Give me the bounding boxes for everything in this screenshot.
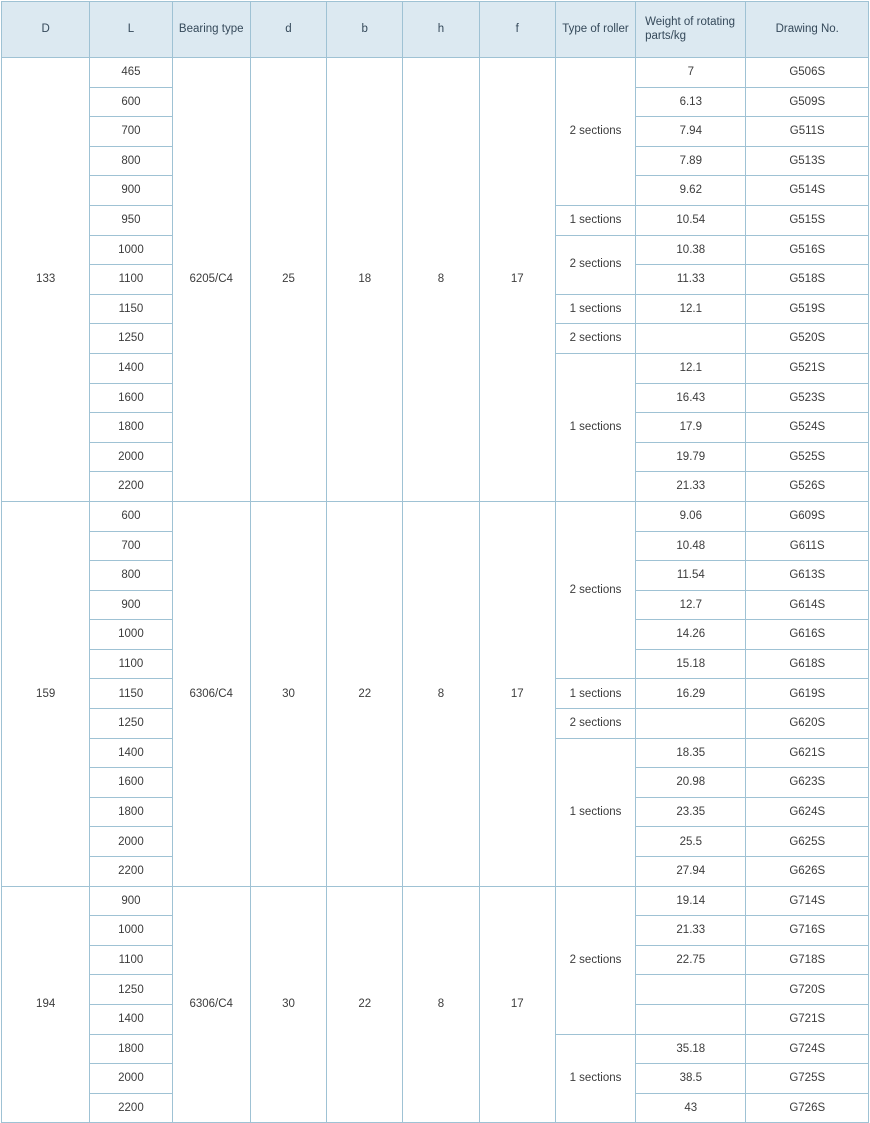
header-row (2, 2, 869, 58)
cell-L: 1800 (90, 1034, 172, 1064)
cell-drawing-no: G513S (746, 146, 869, 176)
cell-weight: 21.33 (636, 916, 746, 946)
cell-drawing-no: G621S (746, 738, 869, 768)
column-header-type-of-roller: Type of roller (555, 2, 635, 58)
column-header-drawing-no: Drawing No. (746, 2, 869, 58)
table-row (2, 501, 869, 531)
bearing-spec-table (1, 1, 869, 1123)
cell-b: 18 (327, 58, 403, 502)
cell-weight: 12.7 (636, 590, 746, 620)
cell-drawing-no: G609S (746, 501, 869, 531)
cell-drawing-no: G519S (746, 294, 869, 324)
cell-weight: 22.75 (636, 945, 746, 975)
cell-L: 900 (90, 590, 172, 620)
cell-drawing-no: G724S (746, 1034, 869, 1064)
cell-L: 950 (90, 205, 172, 235)
cell-weight: 7 (636, 58, 746, 88)
cell-L: 1600 (90, 768, 172, 798)
cell-L: 1250 (90, 324, 172, 354)
cell-weight (636, 975, 746, 1005)
cell-L: 800 (90, 561, 172, 591)
cell-L: 2200 (90, 1093, 172, 1123)
cell-drawing-no: G721S (746, 1005, 869, 1035)
cell-drawing-no: G514S (746, 176, 869, 206)
cell-drawing-no: G611S (746, 531, 869, 561)
column-header-weight (636, 2, 746, 58)
cell-L: 1400 (90, 353, 172, 383)
cell-weight: 27.94 (636, 857, 746, 887)
cell-h: 8 (403, 58, 479, 502)
cell-b: 22 (327, 501, 403, 886)
cell-weight (636, 1005, 746, 1035)
cell-b: 22 (327, 886, 403, 1123)
cell-weight: 18.35 (636, 738, 746, 768)
cell-L: 1400 (90, 738, 172, 768)
cell-weight: 11.54 (636, 561, 746, 591)
column-header-h: h (403, 2, 479, 58)
cell-type-of-roller: 2 sections (555, 709, 635, 739)
cell-D: 194 (2, 886, 90, 1123)
cell-L: 1800 (90, 413, 172, 443)
cell-drawing-no: G624S (746, 797, 869, 827)
cell-L: 700 (90, 531, 172, 561)
cell-f: 17 (479, 886, 555, 1123)
cell-weight: 14.26 (636, 620, 746, 650)
cell-type-of-roller: 1 sections (555, 738, 635, 886)
cell-L: 1600 (90, 383, 172, 413)
cell-drawing-no: G511S (746, 117, 869, 147)
table-row (2, 886, 869, 916)
cell-weight: 38.5 (636, 1064, 746, 1094)
cell-drawing-no: G619S (746, 679, 869, 709)
cell-bearing-type: 6205/C4 (172, 58, 250, 502)
cell-drawing-no: G714S (746, 886, 869, 916)
cell-drawing-no: G720S (746, 975, 869, 1005)
cell-L: 800 (90, 146, 172, 176)
cell-drawing-no: G726S (746, 1093, 869, 1123)
cell-drawing-no: G613S (746, 561, 869, 591)
cell-drawing-no: G716S (746, 916, 869, 946)
cell-L: 1100 (90, 649, 172, 679)
cell-type-of-roller: 1 sections (555, 205, 635, 235)
cell-weight: 15.18 (636, 649, 746, 679)
cell-drawing-no: G518S (746, 265, 869, 295)
table-header (2, 2, 869, 58)
cell-weight: 20.98 (636, 768, 746, 798)
cell-bearing-type: 6306/C4 (172, 886, 250, 1123)
cell-L: 700 (90, 117, 172, 147)
cell-type-of-roller: 1 sections (555, 1034, 635, 1123)
cell-L: 2000 (90, 1064, 172, 1094)
cell-drawing-no: G616S (746, 620, 869, 650)
cell-L: 1150 (90, 679, 172, 709)
cell-weight: 12.1 (636, 353, 746, 383)
cell-drawing-no: G526S (746, 472, 869, 502)
cell-drawing-no: G718S (746, 945, 869, 975)
cell-drawing-no: G620S (746, 709, 869, 739)
cell-drawing-no: G521S (746, 353, 869, 383)
cell-L: 2200 (90, 857, 172, 887)
cell-weight: 7.89 (636, 146, 746, 176)
cell-drawing-no: G520S (746, 324, 869, 354)
cell-drawing-no: G625S (746, 827, 869, 857)
cell-weight: 9.06 (636, 501, 746, 531)
cell-L: 1100 (90, 265, 172, 295)
cell-type-of-roller: 2 sections (555, 324, 635, 354)
cell-f: 17 (479, 501, 555, 886)
cell-D: 133 (2, 58, 90, 502)
cell-type-of-roller: 2 sections (555, 886, 635, 1034)
cell-weight: 11.33 (636, 265, 746, 295)
cell-drawing-no: G626S (746, 857, 869, 887)
cell-weight: 35.18 (636, 1034, 746, 1064)
column-header-f: f (479, 2, 555, 58)
cell-L: 1000 (90, 620, 172, 650)
cell-weight: 19.14 (636, 886, 746, 916)
cell-drawing-no: G623S (746, 768, 869, 798)
cell-L: 2000 (90, 442, 172, 472)
cell-bearing-type: 6306/C4 (172, 501, 250, 886)
cell-L: 1250 (90, 709, 172, 739)
cell-weight (636, 324, 746, 354)
column-header-bearing-type: Bearing type (172, 2, 250, 58)
cell-type-of-roller: 2 sections (555, 58, 635, 206)
cell-type-of-roller: 2 sections (555, 501, 635, 679)
cell-L: 2000 (90, 827, 172, 857)
cell-drawing-no: G618S (746, 649, 869, 679)
cell-weight: 19.79 (636, 442, 746, 472)
cell-type-of-roller: 1 sections (555, 353, 635, 501)
table-row (2, 58, 869, 88)
cell-weight: 6.13 (636, 87, 746, 117)
cell-weight: 23.35 (636, 797, 746, 827)
cell-L: 2200 (90, 472, 172, 502)
cell-weight: 9.62 (636, 176, 746, 206)
cell-L: 900 (90, 176, 172, 206)
column-header-b: b (327, 2, 403, 58)
cell-weight: 10.38 (636, 235, 746, 265)
cell-L: 1800 (90, 797, 172, 827)
column-header-d: d (250, 2, 326, 58)
cell-weight: 7.94 (636, 117, 746, 147)
cell-type-of-roller: 1 sections (555, 294, 635, 324)
column-header-weight-label: Weight of rotating parts/kg (645, 16, 736, 42)
cell-drawing-no: G506S (746, 58, 869, 88)
cell-type-of-roller: 1 sections (555, 679, 635, 709)
cell-weight: 10.48 (636, 531, 746, 561)
cell-h: 8 (403, 886, 479, 1123)
cell-L: 1250 (90, 975, 172, 1005)
cell-weight (636, 709, 746, 739)
cell-d: 30 (250, 501, 326, 886)
cell-drawing-no: G524S (746, 413, 869, 443)
cell-L: 1100 (90, 945, 172, 975)
cell-L: 1000 (90, 235, 172, 265)
cell-weight: 16.43 (636, 383, 746, 413)
cell-d: 30 (250, 886, 326, 1123)
cell-type-of-roller: 2 sections (555, 235, 635, 294)
cell-D: 159 (2, 501, 90, 886)
table-body (2, 58, 869, 1123)
cell-L: 600 (90, 501, 172, 531)
cell-L: 1000 (90, 916, 172, 946)
cell-drawing-no: G516S (746, 235, 869, 265)
cell-drawing-no: G614S (746, 590, 869, 620)
cell-drawing-no: G523S (746, 383, 869, 413)
cell-weight: 43 (636, 1093, 746, 1123)
cell-weight: 21.33 (636, 472, 746, 502)
cell-weight: 12.1 (636, 294, 746, 324)
cell-L: 600 (90, 87, 172, 117)
cell-weight: 17.9 (636, 413, 746, 443)
cell-weight: 16.29 (636, 679, 746, 709)
column-header-D: D (2, 2, 90, 58)
cell-h: 8 (403, 501, 479, 886)
cell-weight: 25.5 (636, 827, 746, 857)
cell-drawing-no: G725S (746, 1064, 869, 1094)
cell-L: 465 (90, 58, 172, 88)
cell-L: 1150 (90, 294, 172, 324)
column-header-L: L (90, 2, 172, 58)
cell-weight: 10.54 (636, 205, 746, 235)
cell-L: 900 (90, 886, 172, 916)
cell-drawing-no: G525S (746, 442, 869, 472)
cell-drawing-no: G515S (746, 205, 869, 235)
cell-L: 1400 (90, 1005, 172, 1035)
cell-drawing-no: G509S (746, 87, 869, 117)
cell-f: 17 (479, 58, 555, 502)
cell-d: 25 (250, 58, 326, 502)
